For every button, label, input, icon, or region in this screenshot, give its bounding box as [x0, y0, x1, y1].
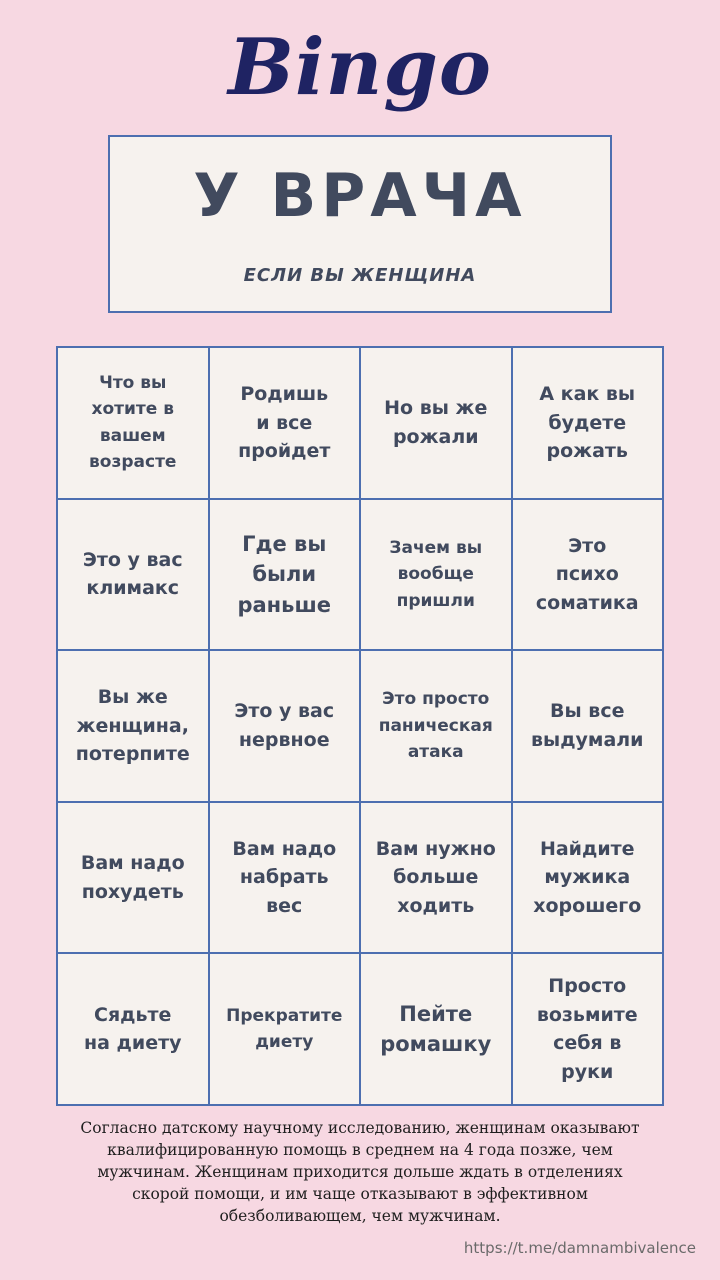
bingo-cell: Родишь и все пройдет [209, 347, 361, 499]
bingo-cell: Что вы хотите в вашем возрасте [57, 347, 209, 499]
bingo-grid [56, 346, 664, 1106]
bingo-cell: Пейте ромашку [360, 953, 512, 1105]
bingo-cell: Вы все выдумали [512, 650, 664, 802]
bingo-cell: Но вы же рожали [360, 347, 512, 499]
bingo-logo: Bingo [228, 22, 492, 113]
bingo-cell: Прекратите диету [209, 953, 361, 1105]
bingo-cell: Это просто паническая атака [360, 650, 512, 802]
bingo-cell: Это у вас нервное [209, 650, 361, 802]
bingo-cell: Это психо соматика [512, 499, 664, 651]
bingo-cell: Это у вас климакс [57, 499, 209, 651]
bingo-cell: Просто возьмите себя в руки [512, 953, 664, 1105]
page-title: У ВРАЧА [193, 161, 527, 231]
bingo-cell: Вам надо набрать вес [209, 802, 361, 954]
footnote: Согласно датскому научному исследованию, женщинам оказывают квалифицированную помощь в среднем на 4 года позже, чем мужчинам. Женщинам приходится дольше ждать в отделениях скорой помощи, и им чаще отказывают в эффективном обезболивающем, чем мужчинам. [80, 1119, 640, 1225]
bingo-cell: А как вы будете рожать [512, 347, 664, 499]
bingo-cell: Где вы были раньше [209, 499, 361, 651]
page-subtitle: ЕСЛИ ВЫ ЖЕНЩИНА [243, 265, 477, 286]
bingo-cell: Вы же женщина, потерпите [57, 650, 209, 802]
bingo-cell: Вам надо похудеть [57, 802, 209, 954]
bingo-cell: Найдите мужика хорошего [512, 802, 664, 954]
bingo-cell: Зачем вы вообще пришли [360, 499, 512, 651]
source-link[interactable]: https://t.me/damnambivalence [463, 1239, 696, 1257]
header-box [108, 135, 612, 313]
bingo-cell: Сядьте на диету [57, 953, 209, 1105]
bingo-cell: Вам нужно больше ходить [360, 802, 512, 954]
